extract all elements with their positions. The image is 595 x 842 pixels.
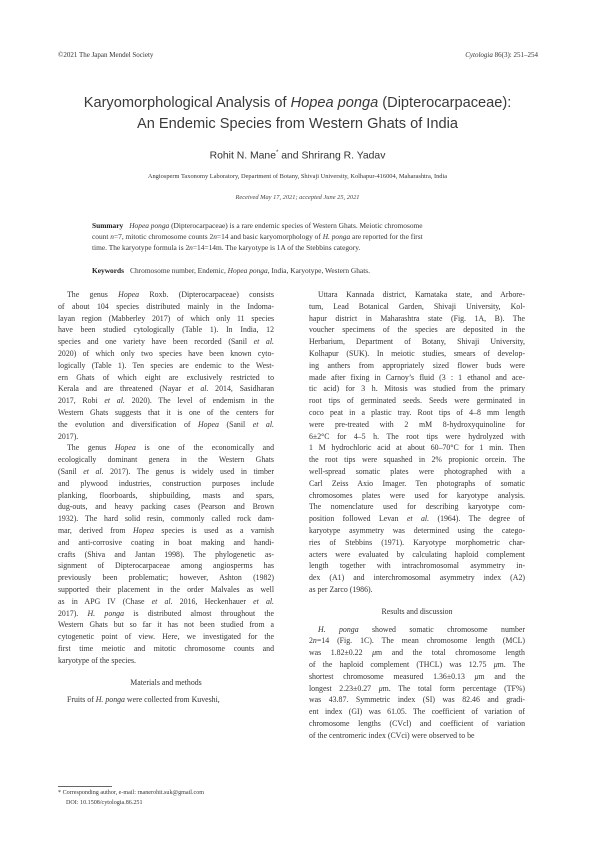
text-run: planking, floorboards, shipbuilding, masts and spars, xyxy=(58,490,274,500)
text-run: Herbarium, Department of Botany, Shivaji University, xyxy=(309,337,525,347)
text-line xyxy=(58,466,274,478)
text-line xyxy=(58,608,274,620)
text-run: 2020). The level of endemism in the xyxy=(124,396,274,406)
journal-name: Cytologia xyxy=(465,51,493,59)
text-run: signment of Dipterocarpaceae among angiosperms has xyxy=(58,561,274,571)
paragraph-intro-1 xyxy=(58,289,274,442)
text-line xyxy=(309,454,525,466)
italic-term: et al. xyxy=(151,596,173,606)
text-line xyxy=(58,549,274,561)
text-line xyxy=(309,549,525,561)
text-line xyxy=(58,501,274,513)
text-run: position followed Levan xyxy=(309,514,407,524)
text-line xyxy=(309,560,525,572)
text-run: ries of Stebbins (1971). Karyotype morphometric char- xyxy=(309,537,525,547)
text-line xyxy=(58,407,274,419)
text-run: previously been problematic; however, Ashton (1982) xyxy=(58,573,274,583)
footnote-rule xyxy=(58,786,112,787)
abstract-var: n xyxy=(189,243,193,253)
text-line xyxy=(309,478,525,490)
text-line xyxy=(58,584,274,596)
text-line xyxy=(309,442,525,454)
text-line xyxy=(58,631,274,643)
abstract-text: time. The karyotype formula is 2 xyxy=(92,243,190,253)
volume-issue-pages: 86(3): 251–254 xyxy=(492,51,538,59)
text-run: length together with intrachromosomal asymmetry in- xyxy=(309,561,525,571)
text-line xyxy=(58,655,274,667)
text-run: ing anthers from appropriately sized flower buds were xyxy=(309,360,525,370)
text-run: made after fixing in Carnoy’s fluid (3 : 1 ethanol and ace- xyxy=(309,372,525,382)
text-run: m. The total form percentage (TF%) xyxy=(382,683,526,693)
corresponding-mark: * xyxy=(276,150,279,156)
italic-term: H. ponga xyxy=(318,624,359,634)
text-run: were collected from Kuveshi, xyxy=(124,695,220,705)
abstract-text: =14=14m. The karyotype is 1A of the Stebbins category. xyxy=(192,243,361,253)
text-line xyxy=(58,419,274,431)
text-run: chromosomes plates were used for karyotype analysis. xyxy=(309,490,525,500)
text-run: 2016, Heckenhauer xyxy=(172,596,254,606)
title-text: Karyomorphological Analysis of xyxy=(83,95,291,111)
abstract-label: Summary xyxy=(92,221,124,230)
text-line xyxy=(58,478,274,490)
italic-term: Hopea xyxy=(118,290,140,299)
text-run: Uttara Kannada district, Karnataka state, and Arbore- xyxy=(318,290,525,299)
italic-term: H. ponga xyxy=(95,695,125,705)
abstract-text: (Dipterocarpaceae) is a rare endemic species of Western Ghats. Meiotic chromosome xyxy=(169,221,423,230)
text-run: layan region (Mabberley 2017) of which only 11 species xyxy=(58,313,274,323)
text-run: (Sanil xyxy=(58,466,84,476)
text-run: chromosome lengths (CVcl) and coefficient of variation xyxy=(309,718,525,728)
text-line xyxy=(309,324,525,336)
text-run: crafts (Shiva and Jantan 1998). The phylogenetic as- xyxy=(58,549,274,559)
text-run: was 43.87. Symmetric index (SI) was 82.46 and gradi- xyxy=(309,695,525,705)
text-run: ent index (GI) was 61.05. The coefficient of variation of xyxy=(309,707,525,717)
paragraph-intro-2 xyxy=(58,442,274,666)
title-species: Hopea ponga xyxy=(290,95,379,111)
text-line xyxy=(58,490,274,502)
text-run: Carl Zeiss Axio Imager. Ten photographs of somatic xyxy=(309,478,525,488)
abstract xyxy=(92,220,504,254)
text-line xyxy=(309,671,525,683)
authors xyxy=(40,150,555,161)
section-gap xyxy=(58,667,274,677)
text-run: 6±2°C for 4–5 h. The root tips were hydrolyzed with xyxy=(309,431,525,441)
section-heading-results: Results and discussion xyxy=(381,606,453,616)
text-line xyxy=(309,490,525,502)
text-line xyxy=(58,513,274,525)
text-line xyxy=(309,635,525,647)
text-run: m and the total chromosome length xyxy=(376,648,525,658)
italic-term: et al. xyxy=(253,337,274,347)
abstract-species: H. ponga xyxy=(322,232,351,242)
text-line xyxy=(309,624,525,636)
title-family: (Dipterocarpaceae): xyxy=(378,95,512,111)
text-run: the evolution and diversification of xyxy=(58,419,199,429)
text-run: 1932). The hard solid resin, commonly called rock dam- xyxy=(58,514,274,524)
text-run: 2017). xyxy=(58,608,88,618)
paragraph-methods-1 xyxy=(58,694,274,706)
italic-term: μ xyxy=(493,659,498,669)
text-line xyxy=(58,442,274,454)
text-run: dex (A1) and interchromosomal asymmetry index (A2) xyxy=(309,573,525,583)
abstract-line xyxy=(92,231,504,242)
text-line xyxy=(309,683,525,695)
text-line xyxy=(309,647,525,659)
running-header-copyright: ©2021 The Japan Mendel Society xyxy=(58,51,154,59)
text-run: (Sanil xyxy=(218,419,253,429)
text-line xyxy=(309,525,525,537)
italic-term: μ xyxy=(378,683,383,693)
running-header-citation xyxy=(465,51,538,60)
abstract-text: are reported for the first xyxy=(350,232,423,242)
text-line xyxy=(58,360,274,372)
text-run: =14 (Fig. 1C). The mean chromosome length (MCL) xyxy=(316,636,525,646)
text-run: ecologically dominant genera in the Western Ghats xyxy=(58,455,274,465)
text-line xyxy=(58,289,274,301)
keywords-text: , India, Karyotype, Western Ghats. xyxy=(267,266,370,275)
text-line xyxy=(58,643,274,655)
abstract-line xyxy=(92,220,504,231)
text-line xyxy=(58,596,274,608)
text-run: shortest chromosome measured 1.36±0.13 xyxy=(309,671,475,681)
italic-term: et al. xyxy=(187,384,209,394)
text-line xyxy=(309,537,525,549)
text-run: 2014, Sasidharan xyxy=(208,384,274,394)
text-line xyxy=(309,360,525,372)
italic-term: et al. xyxy=(253,596,275,606)
text-line xyxy=(309,694,525,706)
keywords-text: Chromosome number, Endemic, xyxy=(130,266,228,275)
italic-term: μ xyxy=(474,671,479,681)
text-run: Western Ghats suggests that it is one of the centers for xyxy=(58,407,274,417)
text-line xyxy=(58,395,274,407)
text-line xyxy=(309,289,525,301)
text-run: 2017, Robi xyxy=(58,396,105,406)
text-run: The genus xyxy=(67,290,119,299)
text-run: Fruits of xyxy=(67,695,96,705)
text-line xyxy=(309,718,525,730)
abstract-text: count xyxy=(92,232,111,242)
text-line xyxy=(58,560,274,572)
text-run: hapur district in Maharashtra state (Fig. 1A, B). The xyxy=(309,313,525,323)
italic-term: n xyxy=(312,636,317,646)
text-run: 2020) of which only two species have been known cyto- xyxy=(58,348,274,358)
text-line xyxy=(309,431,525,443)
text-line xyxy=(309,584,525,596)
text-run: Kolhapur (SUK). In meiotic studies, smears of develop- xyxy=(309,348,525,358)
italic-term: Hopea xyxy=(114,443,136,453)
text-line xyxy=(58,525,274,537)
text-run: m and the xyxy=(478,671,525,681)
text-line xyxy=(309,730,525,742)
abstract-species: Hopea ponga xyxy=(129,221,170,230)
text-line xyxy=(58,694,274,706)
author-conjunction: and xyxy=(278,150,302,162)
abstract-var: n xyxy=(110,232,114,242)
text-line xyxy=(58,572,274,584)
keywords-label: Keywords xyxy=(92,266,125,275)
footnote-email: * Corresponding author, e-mail: rnanerohit.suk@gmail.com xyxy=(58,790,204,796)
text-line xyxy=(309,383,525,395)
text-line xyxy=(58,537,274,549)
text-line xyxy=(309,395,525,407)
text-run: the root tips were squashed in 2% propionic orcein. The xyxy=(309,455,525,465)
text-line xyxy=(309,572,525,584)
text-run: 2017). xyxy=(58,431,79,441)
text-run: dug-outs, and heavy packing cases (Pearson and Brown xyxy=(58,502,274,512)
abstract-var: n xyxy=(213,232,217,242)
italic-term: et al. xyxy=(83,466,104,476)
text-line xyxy=(58,619,274,631)
text-run: Western Ghats but so far it has not been studied from a xyxy=(58,620,274,630)
title-line-1 xyxy=(40,93,555,114)
text-run: of the haploid complement (THCL) was 12.75 xyxy=(309,659,494,669)
text-run: is one of the economically and xyxy=(135,443,274,453)
text-run: 2 xyxy=(309,636,313,646)
author-2: Shrirang R. Yadav xyxy=(301,150,386,162)
section-heading-methods: Materials and methods xyxy=(130,677,202,687)
text-line xyxy=(309,466,525,478)
abstract-text: =14 and basic karyomorphology of xyxy=(216,232,323,242)
text-run: species and one variety have been recorded (Sanil xyxy=(58,337,254,347)
text-run: m. The xyxy=(497,659,525,669)
text-line xyxy=(309,513,525,525)
text-run: as per Zarco (1986). xyxy=(309,584,373,594)
article-title xyxy=(40,93,555,135)
text-line xyxy=(309,659,525,671)
text-run: as in APG IV (Chase xyxy=(58,596,152,606)
abstract-line xyxy=(92,242,504,253)
text-line xyxy=(309,372,525,384)
body-column-right xyxy=(309,289,525,741)
text-line xyxy=(309,501,525,513)
affiliation: Angiosperm Taxonomy Laboratory, Department of Botany, Shivaji University, Kolhapur-416004, Maharashtra, India xyxy=(147,173,448,180)
text-run: The genus xyxy=(67,443,115,453)
text-line xyxy=(58,454,274,466)
text-line xyxy=(309,336,525,348)
text-run: were pre-treated with 2 mM 8-hydroxyquinoline for xyxy=(309,419,525,429)
text-run: tum, Lead Botanical Garden, Shivaji University, Kol- xyxy=(309,301,525,311)
keywords-species: Hopea ponga xyxy=(227,266,268,275)
text-run: (1964). The degree of xyxy=(429,514,526,524)
paragraph-methods-2 xyxy=(309,289,525,596)
text-line xyxy=(58,383,274,395)
text-run: of about 104 species distributed mainly in the Indoma- xyxy=(58,301,274,311)
italic-term: et al. xyxy=(104,396,125,406)
text-line xyxy=(58,372,274,384)
text-run: root tips of germinated seeds. Seeds were germinated in xyxy=(309,396,525,406)
text-run: The nomenclature used for describing karyotype com- xyxy=(309,502,525,512)
text-run: acters were evaluated by calculating haploid complement xyxy=(309,549,525,559)
text-line xyxy=(58,301,274,313)
abstract-text: =7, mitotic chromosome counts 2 xyxy=(113,232,214,242)
text-run: Kerala and are threatened (Nayar xyxy=(58,384,188,394)
text-run: karyotype asymmetry was determined using the catego- xyxy=(309,525,525,535)
text-line xyxy=(58,324,274,336)
text-run: coco peat in a plastic tray. Root tips of 4–8 mm length xyxy=(309,407,525,417)
italic-term: Hopea xyxy=(198,419,219,429)
text-run: first time meiotic and mitotic chromosome counts and xyxy=(58,643,274,653)
text-run: and anti-corrosive coating in boat making and handi- xyxy=(58,537,274,547)
text-run: ern Ghats of which eight are exclusively restricted to xyxy=(58,372,274,382)
italic-term: H. ponga xyxy=(87,608,125,618)
text-run: 2017). The genus is widely used in timber xyxy=(103,466,274,476)
text-line xyxy=(309,348,525,360)
section-gap xyxy=(309,596,525,606)
text-run: species is used as a varnish xyxy=(153,525,274,535)
italic-term: et al. xyxy=(252,419,274,429)
text-run: voucher specimens of the species are deposited in the xyxy=(309,325,525,335)
italic-term: et al. xyxy=(406,514,430,524)
received-dates: Received May 17, 2021; accepted June 25, 2021 xyxy=(235,194,360,201)
text-run: karyotype of the species. xyxy=(58,655,136,665)
text-run: showed somatic chromosome number xyxy=(358,624,525,634)
text-line xyxy=(58,313,274,325)
text-run: Roxb. (Dipterocarpaceae) consists xyxy=(139,290,274,299)
text-run: logically (Table 1). Ten species are endemic to the West- xyxy=(58,360,274,370)
footnote xyxy=(58,789,288,808)
text-line xyxy=(309,407,525,419)
text-run: 1 M hydrochloric acid at about 60–70°C for 1 min. Then xyxy=(309,443,525,453)
text-run: and plywood industries, construction purposes include xyxy=(58,478,274,488)
text-run: was 1.82±0.22 xyxy=(309,648,373,658)
text-line xyxy=(309,706,525,718)
author-1: Rohit N. Mane xyxy=(209,150,276,162)
text-run: tic acid) for 3 h. Mitosis was studied from the primary xyxy=(309,384,525,394)
text-line xyxy=(309,419,525,431)
body-column-left xyxy=(58,289,274,706)
italic-term: μ xyxy=(372,648,377,658)
keywords xyxy=(92,266,504,275)
italic-term: Hopea xyxy=(132,525,154,535)
text-run: have been studied cytologically (Table 1). In India, 12 xyxy=(58,325,274,335)
text-line xyxy=(58,431,274,443)
text-run: is distributed almost throughout the xyxy=(124,608,274,618)
text-run: mar, derived from xyxy=(58,525,133,535)
text-run: well-spread somatic plates were photographed with a xyxy=(309,466,525,476)
paragraph-results-1 xyxy=(309,624,525,742)
text-line xyxy=(309,301,525,313)
text-run: cytogenetic point of view. Here, we investigated for the xyxy=(58,632,274,642)
text-run: supported their placement in the order Malvales as well xyxy=(58,584,274,594)
title-line-2: An Endemic Species from Western Ghats of India xyxy=(137,116,458,132)
text-line xyxy=(309,313,525,325)
text-line xyxy=(58,348,274,360)
text-run: of the centromeric index (CVci) were observed to be xyxy=(309,730,475,740)
footnote-doi: DOI: 10.1508/cytologia.86.251 xyxy=(66,799,143,806)
text-line xyxy=(58,336,274,348)
text-run: longest 2.23±0.27 xyxy=(309,683,379,693)
